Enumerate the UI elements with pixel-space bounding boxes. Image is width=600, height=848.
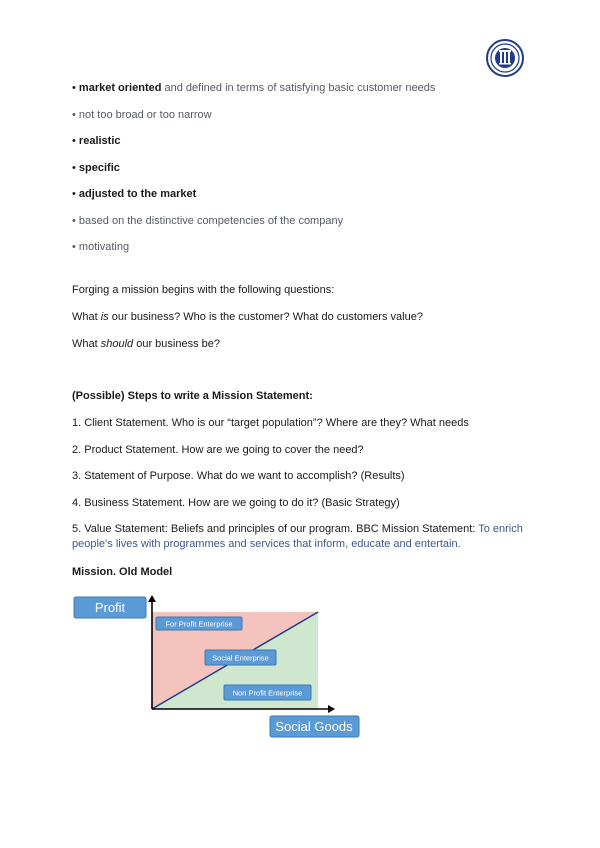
forging-intro: Forging a mission begins with the following questions: — [72, 284, 335, 296]
bullet-market-oriented: • market oriented and defined in terms of satisfying basic customer needs — [72, 82, 436, 94]
social-goods-label: Social Goods — [275, 719, 353, 734]
steps-heading: (Possible) Steps to write a Mission Statement: — [72, 390, 313, 402]
bullet-adjusted: • adjusted to the market — [72, 188, 197, 200]
bullet-competencies: • based on the distinctive competencies of the company — [72, 215, 344, 227]
step-1: 1. Client Statement. Who is our “target population”? Where are they? What needs — [72, 417, 469, 429]
step-4: 4. Business Statement. How are we going to do it? (Basic Strategy) — [72, 497, 400, 509]
y-axis-arrow — [148, 595, 156, 602]
x-axis-arrow — [328, 705, 335, 713]
bullet-specific: • specific — [72, 162, 120, 174]
for-profit-label: For Profit Enterprise — [165, 619, 233, 629]
bullet-not-too-broad: • not too broad or too narrow — [72, 109, 212, 121]
bullet-motivating: • motivating — [72, 241, 130, 253]
step-3: 3. Statement of Purpose. What do we want to accomplish? (Results) — [72, 470, 405, 482]
non-profit-label: Non Profit Enterprise — [232, 688, 303, 698]
bbc-mission-text: people’s lives with programmes and services that inform, educate and entertain. — [72, 538, 461, 550]
diagram-title: Mission. Old Model — [72, 566, 173, 578]
bullet-realistic: • realistic — [72, 135, 121, 147]
step-2: 2. Product Statement. How are we going to cover the need? — [72, 444, 364, 456]
question-should: What should our business be? — [72, 338, 220, 350]
step-5: 5. Value Statement: Beliefs and principles of our program. BBC Mission Statement: To enrich — [72, 523, 523, 535]
profit-label: Profit — [94, 600, 126, 615]
question-is: What is our business? Who is the customer? What do customers value? — [72, 311, 423, 323]
social-enterprise-label: Social Enterprise — [212, 653, 269, 663]
